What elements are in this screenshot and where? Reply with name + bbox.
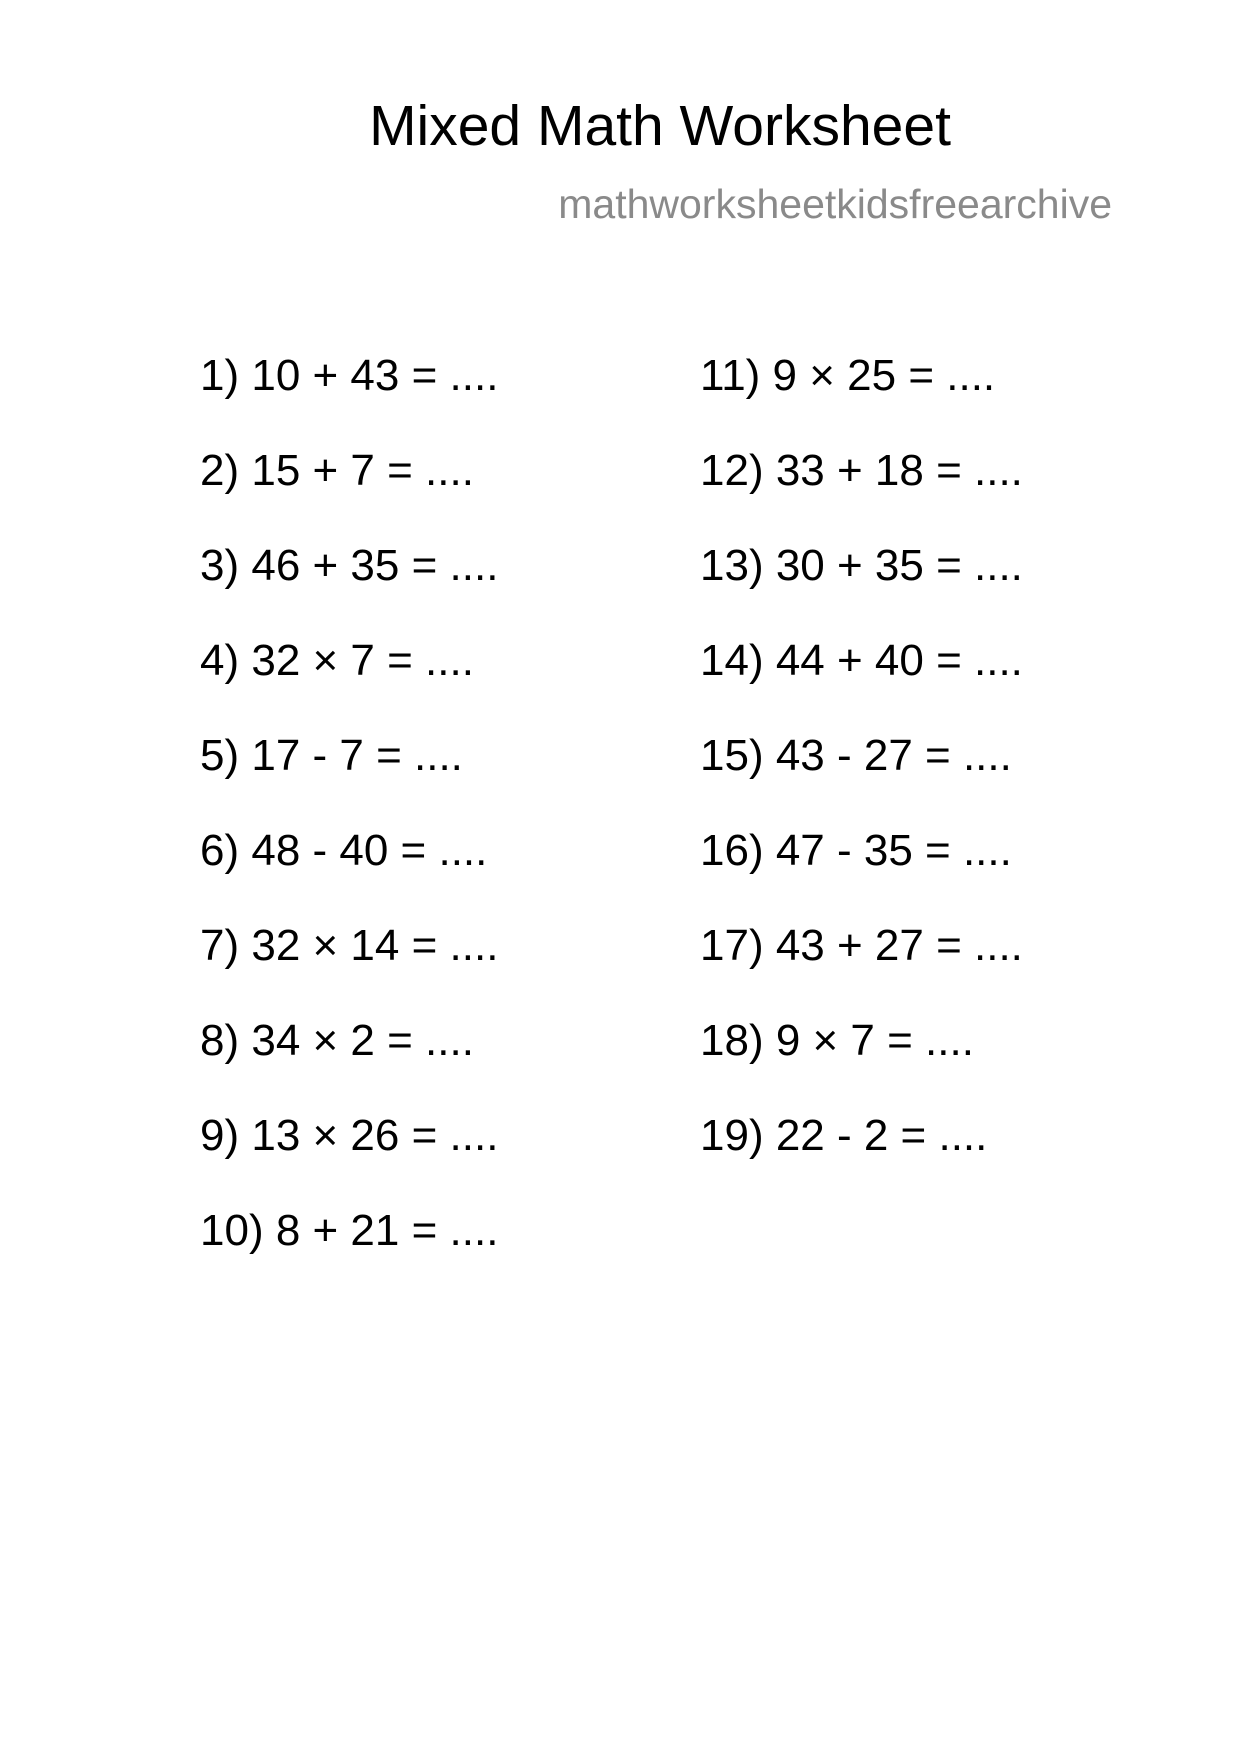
problem-10: 10) 8 + 21 = .... [200, 1206, 499, 1255]
problem-6: 6) 48 - 40 = .... [200, 826, 488, 875]
problem-1: 1) 10 + 43 = .... [200, 351, 499, 400]
problem-4: 4) 32 × 7 = .... [200, 636, 474, 685]
problem-7: 7) 32 × 14 = .... [200, 921, 499, 970]
problem-2: 2) 15 + 7 = .... [200, 446, 474, 495]
problem-8: 8) 34 × 2 = .... [200, 1016, 474, 1065]
problem-12: 12) 33 + 18 = .... [700, 446, 1023, 495]
problem-14: 14) 44 + 40 = .... [700, 636, 1023, 685]
problem-3: 3) 46 + 35 = .... [200, 541, 499, 590]
problem-column-right [700, 351, 1023, 1209]
problem-19: 19) 22 - 2 = .... [700, 1111, 988, 1160]
problem-18: 18) 9 × 7 = .... [700, 1016, 974, 1065]
problem-9: 9) 13 × 26 = .... [200, 1111, 499, 1160]
problem-13: 13) 30 + 35 = .... [700, 541, 1023, 590]
problem-11: 11) 9 × 25 = .... [700, 351, 996, 400]
problem-column-left [200, 351, 499, 1304]
problem-15: 15) 43 - 27 = .... [700, 731, 1012, 780]
source-label: mathworksheetkidsfreearchive [558, 181, 1112, 227]
problem-5: 5) 17 - 7 = .... [200, 731, 463, 780]
problem-17: 17) 43 + 27 = .... [700, 921, 1023, 970]
page-title: Mixed Math Worksheet [369, 94, 951, 158]
problem-16: 16) 47 - 35 = .... [700, 826, 1012, 875]
